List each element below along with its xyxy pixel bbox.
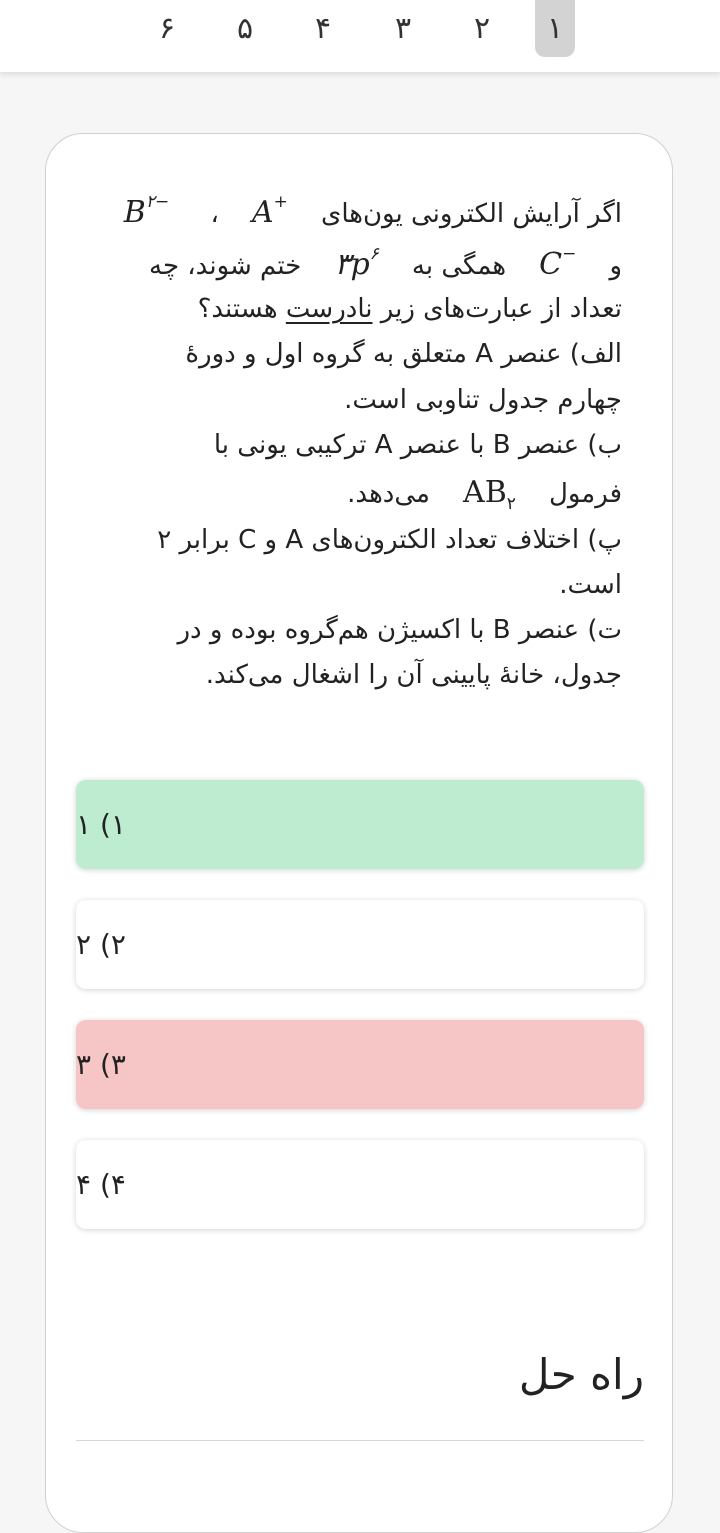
tab-question-6[interactable]: ۶ — [158, 11, 176, 46]
statement-be: ب) عنصر B با عنصر A ترکیبی یونی با — [213, 430, 622, 460]
emphasis-incorrect: نادرست — [285, 294, 373, 324]
question-text-segment: اگر آرایش الکترونی یون‌های — [320, 199, 622, 229]
question-text-segment: ختم شوند، چه — [149, 251, 302, 281]
option-label: ۴) ۴ — [76, 1168, 126, 1201]
question-line-1 — [98, 192, 622, 230]
ion-a-plus: A+ — [251, 192, 288, 230]
question-line-2 — [98, 244, 622, 282]
divider — [76, 1440, 644, 1441]
question-line-3 — [98, 294, 622, 324]
separator: ، — [210, 199, 219, 229]
question-text-segment: و — [609, 251, 622, 281]
statement-alef: الف) عنصر A متعلق به گروه اول و دورهٔ — [185, 339, 622, 369]
statement-pe-cont: است. — [559, 570, 622, 600]
tab-question-4[interactable]: ۴ — [314, 11, 332, 46]
tab-question-5[interactable]: ۵ — [236, 11, 254, 46]
statement-be-cont — [98, 475, 622, 514]
question-nav-bar — [0, 0, 720, 72]
option-label: ۲) ۲ — [76, 928, 126, 961]
tab-question-3[interactable]: ۳ — [394, 11, 412, 46]
formula-ab2: $AB_۲$ — [463, 475, 516, 514]
option-4[interactable] — [76, 1140, 644, 1229]
statement-pe: پ) اختلاف تعداد الکترون‌های A و C برابر ۲ — [157, 525, 622, 555]
option-1-correct[interactable] — [76, 780, 644, 869]
question-text-segment: هستند؟ — [197, 294, 278, 324]
question-text-segment: تعداد از عبارت‌های زیر — [380, 294, 622, 324]
statement-te: ت) عنصر B با اکسیژن هم‌گروه بوده و در — [177, 615, 622, 645]
ion-b-2minus: $B^{۲-}$ — [123, 192, 170, 230]
question-text-segment: فرمول — [548, 479, 622, 509]
option-2[interactable] — [76, 900, 644, 989]
ion-c-minus: C− — [539, 244, 577, 282]
solution-heading: راه حل — [518, 1350, 644, 1399]
tab-question-2[interactable]: ۲ — [473, 11, 491, 46]
question-text-segment: همگی به — [411, 251, 507, 281]
option-3-wrong[interactable] — [76, 1020, 644, 1109]
statement-alef-cont: چهارم جدول تناوبی است. — [344, 385, 622, 415]
option-label: ۳) ۳ — [76, 1048, 126, 1081]
statement-te-cont: جدول، خانهٔ پایینی آن را اشغال می‌کند. — [205, 660, 622, 690]
question-text-segment: می‌دهد. — [347, 479, 430, 509]
tab-question-1[interactable]: ۱ — [535, 0, 575, 57]
option-label: ۱) ۱ — [76, 808, 126, 841]
orbital-3p6: $۳p^۶$ — [334, 244, 379, 282]
